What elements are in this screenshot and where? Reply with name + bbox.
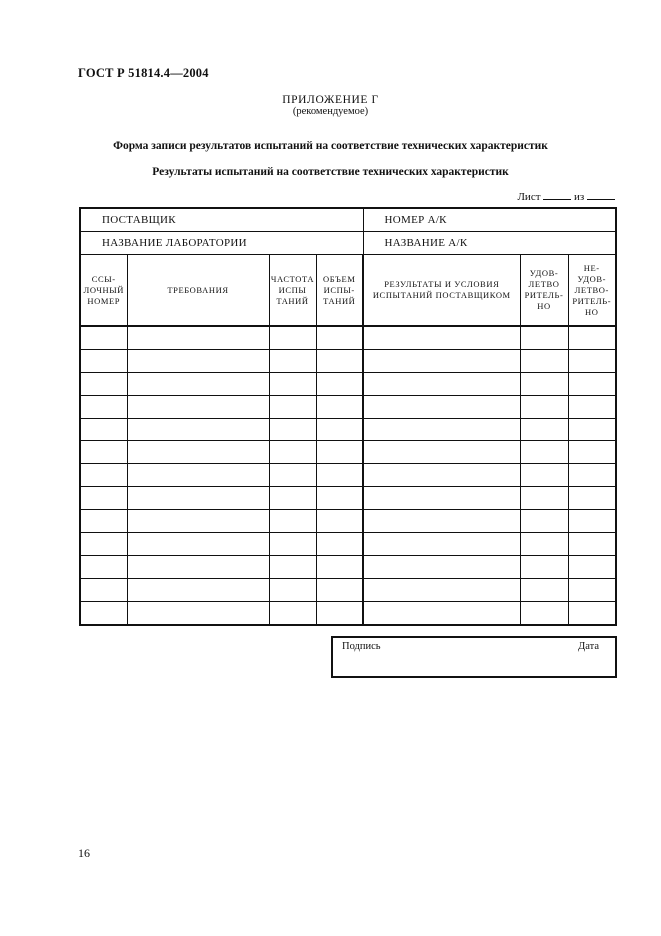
table-cell[interactable] [127,395,269,418]
table-cell[interactable] [520,441,568,464]
table-cell[interactable] [363,372,520,395]
table-cell[interactable] [363,349,520,372]
column-header-line: ИСПЫ- [323,284,355,295]
table-cell[interactable] [520,349,568,372]
table-cell[interactable] [269,372,316,395]
table-cell[interactable] [80,372,127,395]
table-cell[interactable] [520,464,568,487]
table-cell[interactable] [269,555,316,578]
table-cell[interactable] [127,326,269,349]
table-cell[interactable] [316,601,363,624]
col-requirements [127,255,269,327]
column-header-line: НОМЕР [87,295,121,306]
table-cell[interactable] [568,372,616,395]
table-cell[interactable] [80,601,127,624]
ak-name-label[interactable]: НАЗВАНИЕ А/К [363,232,616,255]
sheet-total-blank[interactable] [587,190,615,200]
table-cell[interactable] [127,487,269,510]
table-cell[interactable] [520,326,568,349]
table-cell[interactable] [363,418,520,441]
sheet-label: Лист [517,191,541,203]
table-row [80,578,616,601]
table-row [80,601,616,624]
table-cell[interactable] [316,464,363,487]
table-cell[interactable] [80,464,127,487]
table-cell[interactable] [80,418,127,441]
date-label: Дата [578,641,599,652]
table-cell[interactable] [80,326,127,349]
table-cell[interactable] [127,578,269,601]
form-title: Форма записи результатов испытаний на соответствие технических характеристик [113,140,548,152]
document-code: ГОСТ Р 51814.4—2004 [78,66,209,80]
results-title: Результаты испытаний на соответствие технических характеристик [152,166,509,178]
column-header-line: ССЫ- [91,273,116,284]
table-cell[interactable] [363,395,520,418]
table-row [80,349,616,372]
results-table [79,207,617,626]
column-header-line: ИСПЫТАНИЙ ПОСТАВЩИКОМ [372,290,511,300]
table-cell[interactable] [568,578,616,601]
column-header-line: НЕ- [583,262,600,273]
table-cell[interactable] [316,533,363,556]
table-cell[interactable] [520,418,568,441]
table-cell[interactable] [568,349,616,372]
table-cell[interactable] [568,441,616,464]
table-row [80,441,616,464]
column-header-line: ЛОЧНЫЙ [83,284,124,295]
table-cell[interactable] [269,487,316,510]
column-header-line: ЛЕТВО [528,279,560,289]
table-cell[interactable] [80,555,127,578]
column-header-row [80,255,616,327]
column-header-line: ЧАСТОТА [270,273,315,284]
table-cell[interactable] [127,441,269,464]
signature-box[interactable] [331,636,617,678]
supplier-row [80,208,616,232]
table-cell[interactable] [80,533,127,556]
table-row [80,464,616,487]
table-cell[interactable] [568,487,616,510]
table-row [80,555,616,578]
column-header-line: ОБЪЕМ [323,273,356,284]
table-cell[interactable] [269,464,316,487]
table-cell[interactable] [568,555,616,578]
table-cell[interactable] [127,418,269,441]
table-cell[interactable] [316,487,363,510]
table-cell[interactable] [568,601,616,624]
table-cell[interactable] [269,441,316,464]
table-cell[interactable] [520,487,568,510]
table-row [80,372,616,395]
table-cell[interactable] [568,418,616,441]
table-cell[interactable] [520,510,568,533]
column-header-line: ТРЕБОВАНИЯ [167,284,229,295]
column-header-line: РЕЗУЛЬТАТЫ И УСЛОВИЯ [384,279,500,289]
table-cell[interactable] [127,555,269,578]
table-cell[interactable] [80,487,127,510]
column-header-line: ЛЕТВО- [574,284,609,295]
table-cell[interactable] [127,601,269,624]
table-cell[interactable] [80,395,127,418]
table-row [80,533,616,556]
table-cell[interactable] [316,441,363,464]
table-cell[interactable] [127,372,269,395]
table-row [80,487,616,510]
table-cell[interactable] [316,510,363,533]
table-cell[interactable] [269,418,316,441]
table-cell[interactable] [363,578,520,601]
column-header-line: РИТЕЛЬ- [572,295,612,306]
table-cell[interactable] [269,349,316,372]
sheet-number-blank[interactable] [543,190,571,200]
appendix-note: (рекомендуемое) [292,106,369,117]
table-cell[interactable] [520,533,568,556]
table-cell[interactable] [568,510,616,533]
table-cell[interactable] [127,349,269,372]
signature-label: Подпись [342,641,381,652]
sheet-counter [470,190,615,203]
table-cell[interactable] [568,326,616,349]
table-cell[interactable] [520,372,568,395]
table-cell[interactable] [127,464,269,487]
column-header-line: УДОВ- [529,268,559,278]
lab-row [80,232,616,255]
table-cell[interactable] [363,533,520,556]
table-cell[interactable] [316,326,363,349]
col-test-frequency [269,255,316,327]
table-cell[interactable] [363,601,520,624]
table-cell[interactable] [269,395,316,418]
table-cell[interactable] [127,533,269,556]
table-cell[interactable] [316,418,363,441]
table-cell[interactable] [363,441,520,464]
table-cell[interactable] [269,578,316,601]
table-cell[interactable] [269,510,316,533]
table-cell[interactable] [568,533,616,556]
table-cell[interactable] [568,464,616,487]
column-header-line: УДОВ- [577,273,607,284]
table-cell[interactable] [520,555,568,578]
table-cell[interactable] [269,533,316,556]
col-unsatisfactory [568,255,616,327]
table-cell[interactable] [80,349,127,372]
table-cell[interactable] [269,326,316,349]
supplier-label[interactable]: ПОСТАВЩИК [80,208,363,232]
col-supplier-results [363,255,520,327]
table-cell[interactable] [363,510,520,533]
table-cell[interactable] [80,578,127,601]
table-row [80,418,616,441]
table-cell[interactable] [316,555,363,578]
table-cell[interactable] [363,464,520,487]
table-row [80,326,616,349]
sheet-of-label: из [574,191,585,203]
table-cell[interactable] [80,510,127,533]
column-header-line: ТАНИЙ [276,295,309,306]
column-header-line: ТАНИЙ [323,295,356,306]
page-number: 16 [78,846,90,860]
table-cell[interactable] [363,555,520,578]
table-cell[interactable] [80,441,127,464]
table-cell[interactable] [269,601,316,624]
column-header-line: НО [585,306,599,317]
table-cell[interactable] [520,395,568,418]
table-cell[interactable] [520,578,568,601]
ak-number-label[interactable]: НОМЕР А/К [363,208,616,232]
table-cell[interactable] [520,601,568,624]
table-cell[interactable] [316,578,363,601]
table-cell[interactable] [316,395,363,418]
column-header-line: ИСПЫ [278,284,307,295]
table-cell[interactable] [127,510,269,533]
table-cell[interactable] [316,372,363,395]
table-cell[interactable] [363,487,520,510]
col-satisfactory [520,255,568,327]
col-ref-number [80,255,127,327]
table-row [80,395,616,418]
column-header-line: НО [537,301,551,311]
table-row [80,510,616,533]
table-cell[interactable] [568,395,616,418]
table-cell[interactable] [316,349,363,372]
lab-name-label[interactable]: НАЗВАНИЕ ЛАБОРАТОРИИ [80,232,363,255]
table-cell[interactable] [363,326,520,349]
column-header-line: РИТЕЛЬ- [524,290,564,300]
col-test-volume [316,255,363,327]
appendix-title: ПРИЛОЖЕНИЕ Г [282,94,379,106]
